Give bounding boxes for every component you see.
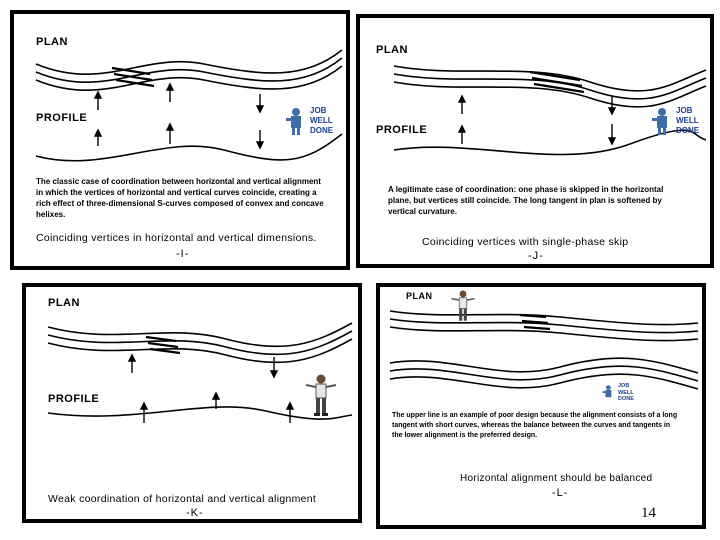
panel-k-caption: Weak coordination of horizontal and vertical alignment bbox=[48, 493, 317, 505]
badge-line-well: WELL bbox=[310, 116, 333, 125]
page-number: 14 bbox=[641, 505, 656, 521]
profile-label: PROFILE bbox=[376, 124, 428, 136]
panel-j-sublabel: -J- bbox=[528, 250, 544, 262]
plan-label: PLAN bbox=[406, 291, 433, 301]
panel-i-sublabel: -I- bbox=[176, 248, 190, 260]
panel-k bbox=[22, 283, 362, 523]
job-well-done-badge bbox=[652, 106, 699, 136]
plan-label: PLAN bbox=[48, 297, 80, 309]
plan-label: PLAN bbox=[376, 44, 408, 56]
panel-j-diagram bbox=[360, 18, 714, 268]
worker-icon bbox=[286, 106, 308, 136]
panel-j-caption: Coinciding vertices with single-phase skip bbox=[422, 236, 629, 248]
panel-l bbox=[376, 283, 706, 529]
badge-line-well: WELL bbox=[676, 116, 699, 125]
worker-icon bbox=[652, 106, 674, 136]
panel-l-description: The upper line is an example of poor design because the alignment consists of a long tangent with short curves, whereas the balance between the curves and tangents in the lower alignment is the preferred design. bbox=[392, 412, 678, 439]
badge-line-well: WELL bbox=[618, 389, 634, 396]
panel-j bbox=[356, 14, 714, 268]
panel-j-description: A legitimate case of coordination: one phase is skipped in the horizontal plane, but vertices still coincide. The long tangent in plan is softened by vertical curvature. bbox=[388, 185, 664, 216]
plan-label: PLAN bbox=[36, 36, 68, 48]
badge-line-done: DONE bbox=[676, 126, 700, 135]
badge-line-done: DONE bbox=[618, 396, 634, 402]
panel-i-description: The classic case of coordination between horizontal and vertical alignment in which the vertices of horizontal and vertical curves coincide, creating a rich effect of three-dimensional S-curves composed of convex and concave helixes. bbox=[36, 177, 324, 219]
badge-line-job: JOB bbox=[676, 106, 693, 115]
panel-k-sublabel: -K- bbox=[186, 507, 204, 519]
panel-i-caption: Coinciding vertices in horizontal and vertical dimensions. bbox=[36, 232, 317, 244]
profile-label: PROFILE bbox=[48, 393, 100, 405]
waving-man-icon bbox=[304, 373, 338, 419]
job-well-done-badge bbox=[602, 383, 634, 403]
panel-i bbox=[10, 10, 350, 270]
badge-line-job: JOB bbox=[618, 383, 630, 389]
panel-l-diagram bbox=[380, 287, 706, 529]
badge-line-done: DONE bbox=[310, 126, 334, 135]
worker-icon bbox=[602, 384, 616, 402]
panel-l-sublabel: -L- bbox=[552, 487, 569, 499]
profile-label: PROFILE bbox=[36, 112, 88, 124]
waving-man-icon bbox=[450, 289, 476, 325]
badge-line-job: JOB bbox=[310, 106, 327, 115]
job-well-done-badge bbox=[286, 106, 333, 136]
panel-l-caption: Horizontal alignment should be balanced bbox=[460, 473, 653, 484]
